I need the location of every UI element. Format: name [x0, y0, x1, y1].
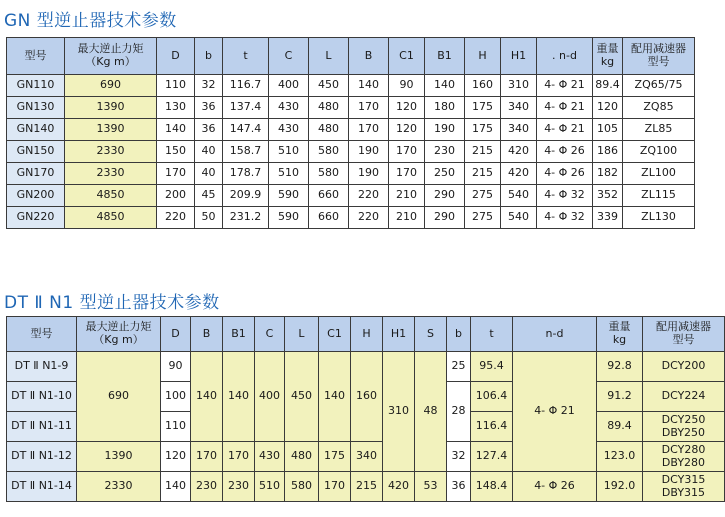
b-upper-cell: 140	[349, 75, 389, 97]
b-cell: 45	[195, 185, 223, 207]
header-cell: S	[415, 317, 447, 352]
l-cell: 480	[309, 97, 349, 119]
nd-cell: 4- Φ 32	[537, 185, 593, 207]
reducer-cell: ZQ65/75	[623, 75, 695, 97]
header-cell: 重量 kg	[597, 317, 643, 352]
header-cell: H1	[501, 38, 537, 75]
c1-cell: 175	[319, 442, 351, 472]
d-cell: 100	[161, 382, 191, 412]
table-row	[7, 185, 695, 207]
b-lower-cell: 32	[447, 442, 471, 472]
model-cell: DT Ⅱ N1-14	[7, 472, 77, 502]
weight-cell: 91.2	[597, 382, 643, 412]
reducer-cell: DCY250 DBY250	[643, 412, 725, 442]
header-cell: H1	[383, 317, 415, 352]
d-cell: 110	[161, 412, 191, 442]
torque-cell: 690	[65, 75, 157, 97]
b-upper-cell: 220	[349, 185, 389, 207]
h-cell: 275	[465, 185, 501, 207]
d-cell: 170	[157, 163, 195, 185]
d-cell: 140	[157, 119, 195, 141]
c1-cell: 210	[389, 185, 425, 207]
b-upper-cell: 170	[349, 119, 389, 141]
h-cell: 215	[351, 472, 383, 502]
torque-cell: 690	[77, 352, 161, 442]
b-cell: 36	[195, 119, 223, 141]
header-cell: D	[161, 317, 191, 352]
reducer-cell: DCY315 DBY315	[643, 472, 725, 502]
b1-cell: 290	[425, 185, 465, 207]
model-cell: GN150	[7, 141, 65, 163]
reducer-cell: ZL115	[623, 185, 695, 207]
d-cell: 220	[157, 207, 195, 229]
c-cell: 430	[255, 442, 285, 472]
h1-cell: 420	[383, 472, 415, 502]
weight-cell: 89.4	[597, 412, 643, 442]
h-cell: 160	[465, 75, 501, 97]
nd-cell: 4- Φ 21	[537, 97, 593, 119]
torque-cell: 2330	[77, 472, 161, 502]
t-cell: 106.4	[471, 382, 513, 412]
l-cell: 660	[309, 207, 349, 229]
table-row	[7, 141, 695, 163]
l-cell: 450	[285, 352, 319, 442]
b-upper-cell: 190	[349, 141, 389, 163]
h1-cell: 310	[501, 75, 537, 97]
header-cell: D	[157, 38, 195, 75]
h-cell: 275	[465, 207, 501, 229]
l-cell: 580	[309, 141, 349, 163]
c-cell: 510	[269, 163, 309, 185]
nd-cell: 4- Φ 21	[513, 352, 597, 472]
header-cell: t	[223, 38, 269, 75]
c1-cell: 210	[389, 207, 425, 229]
model-cell: GN220	[7, 207, 65, 229]
model-cell: DT Ⅱ N1-12	[7, 442, 77, 472]
d-cell: 110	[157, 75, 195, 97]
weight-cell: 352	[593, 185, 623, 207]
header-cell: 型号	[7, 317, 77, 352]
weight-cell: 120	[593, 97, 623, 119]
b-cell: 40	[195, 141, 223, 163]
table-header-row	[7, 38, 695, 75]
b-upper-cell: 140	[191, 352, 223, 442]
nd-cell: 4- Φ 21	[537, 75, 593, 97]
b-upper-cell: 220	[349, 207, 389, 229]
h1-cell: 420	[501, 141, 537, 163]
d-cell: 130	[157, 97, 195, 119]
nd-cell: 4- Φ 26	[537, 163, 593, 185]
c1-cell: 170	[389, 163, 425, 185]
b1-cell: 140	[425, 75, 465, 97]
header-cell: b	[447, 317, 471, 352]
s-cell: 53	[415, 472, 447, 502]
c-cell: 430	[269, 97, 309, 119]
c1-cell: 140	[319, 352, 351, 442]
reducer-cell: ZQ85	[623, 97, 695, 119]
reducer-cell: DCY224	[643, 382, 725, 412]
torque-cell: 1390	[65, 97, 157, 119]
header-cell: 配用减速器 型号	[643, 317, 725, 352]
gn-spec-table	[6, 37, 695, 229]
model-cell: GN200	[7, 185, 65, 207]
b-cell: 40	[195, 163, 223, 185]
c-cell: 400	[255, 352, 285, 442]
c-cell: 590	[269, 207, 309, 229]
h1-cell: 310	[383, 352, 415, 472]
header-cell: B1	[425, 38, 465, 75]
header-cell: 最大逆止力矩 （Kg m）	[65, 38, 157, 75]
b-upper-cell: 230	[191, 472, 223, 502]
b1-cell: 190	[425, 119, 465, 141]
header-cell: C	[269, 38, 309, 75]
l-cell: 480	[309, 119, 349, 141]
h1-cell: 540	[501, 207, 537, 229]
header-cell: n-d	[513, 317, 597, 352]
header-cell: B1	[223, 317, 255, 352]
c-cell: 430	[269, 119, 309, 141]
h-cell: 340	[351, 442, 383, 472]
t-cell: 158.7	[223, 141, 269, 163]
b1-cell: 170	[223, 442, 255, 472]
model-cell: DT Ⅱ N1-10	[7, 382, 77, 412]
torque-cell: 1390	[65, 119, 157, 141]
reducer-cell: ZL130	[623, 207, 695, 229]
weight-cell: 192.0	[597, 472, 643, 502]
b-upper-cell: 190	[349, 163, 389, 185]
t-cell: 209.9	[223, 185, 269, 207]
t-cell: 116.7	[223, 75, 269, 97]
c1-cell: 120	[389, 97, 425, 119]
weight-cell: 89.4	[593, 75, 623, 97]
t-cell: 148.4	[471, 472, 513, 502]
b1-cell: 290	[425, 207, 465, 229]
reducer-cell: ZL85	[623, 119, 695, 141]
h1-cell: 340	[501, 119, 537, 141]
weight-cell: 339	[593, 207, 623, 229]
b1-cell: 230	[425, 141, 465, 163]
nd-cell: 4- Φ 26	[537, 141, 593, 163]
b-lower-cell: 28	[447, 382, 471, 442]
weight-cell: 182	[593, 163, 623, 185]
header-cell: C1	[319, 317, 351, 352]
header-cell: H	[465, 38, 501, 75]
b1-cell: 140	[223, 352, 255, 442]
header-cell: C	[255, 317, 285, 352]
nd-cell: 4- Φ 32	[537, 207, 593, 229]
b-cell: 50	[195, 207, 223, 229]
h-cell: 215	[465, 141, 501, 163]
d-cell: 150	[157, 141, 195, 163]
torque-cell: 1390	[77, 442, 161, 472]
model-cell: GN170	[7, 163, 65, 185]
c1-cell: 120	[389, 119, 425, 141]
t-cell: 127.4	[471, 442, 513, 472]
t-cell: 116.4	[471, 412, 513, 442]
b-cell: 32	[195, 75, 223, 97]
b-upper-cell: 170	[191, 442, 223, 472]
dt-table-title: DT Ⅱ N1 型逆止器技术参数	[4, 293, 220, 313]
header-cell: L	[285, 317, 319, 352]
t-cell: 147.4	[223, 119, 269, 141]
l-cell: 450	[309, 75, 349, 97]
weight-cell: 186	[593, 141, 623, 163]
torque-cell: 2330	[65, 141, 157, 163]
b-lower-cell: 25	[447, 352, 471, 382]
d-cell: 90	[161, 352, 191, 382]
h-cell: 215	[465, 163, 501, 185]
weight-cell: 92.8	[597, 352, 643, 382]
table-row	[7, 352, 725, 382]
t-cell: 231.2	[223, 207, 269, 229]
s-cell: 48	[415, 352, 447, 472]
l-cell: 580	[309, 163, 349, 185]
gn-table-title: GN 型逆止器技术参数	[4, 11, 177, 31]
b1-cell: 250	[425, 163, 465, 185]
nd-cell: 4- Φ 21	[537, 119, 593, 141]
t-cell: 137.4	[223, 97, 269, 119]
l-cell: 480	[285, 442, 319, 472]
b1-cell: 230	[223, 472, 255, 502]
model-cell: GN110	[7, 75, 65, 97]
model-cell: GN140	[7, 119, 65, 141]
table-header-row	[7, 317, 725, 352]
header-cell: B	[349, 38, 389, 75]
c-cell: 510	[269, 141, 309, 163]
header-cell: C1	[389, 38, 425, 75]
h-cell: 175	[465, 97, 501, 119]
h-cell: 175	[465, 119, 501, 141]
table-row	[7, 472, 725, 502]
reducer-cell: DCY200	[643, 352, 725, 382]
header-cell: . n-d	[537, 38, 593, 75]
h1-cell: 340	[501, 97, 537, 119]
model-cell: GN130	[7, 97, 65, 119]
nd-cell: 4- Φ 26	[513, 472, 597, 502]
b-lower-cell: 36	[447, 472, 471, 502]
c-cell: 590	[269, 185, 309, 207]
header-cell: 重量 kg	[593, 38, 623, 75]
reducer-cell: ZQ100	[623, 141, 695, 163]
table-row	[7, 207, 695, 229]
table-row	[7, 97, 695, 119]
c1-cell: 170	[389, 141, 425, 163]
b-upper-cell: 170	[349, 97, 389, 119]
header-cell: t	[471, 317, 513, 352]
header-cell: L	[309, 38, 349, 75]
d-cell: 120	[161, 442, 191, 472]
l-cell: 660	[309, 185, 349, 207]
header-cell: 最大逆止力矩 （Kg m）	[77, 317, 161, 352]
t-cell: 178.7	[223, 163, 269, 185]
reducer-cell: ZL100	[623, 163, 695, 185]
t-cell: 95.4	[471, 352, 513, 382]
d-cell: 140	[161, 472, 191, 502]
header-cell: 配用减速器 型号	[623, 38, 695, 75]
h1-cell: 420	[501, 163, 537, 185]
torque-cell: 2330	[65, 163, 157, 185]
dt-spec-table	[6, 316, 725, 502]
weight-cell: 105	[593, 119, 623, 141]
d-cell: 200	[157, 185, 195, 207]
torque-cell: 4850	[65, 207, 157, 229]
header-cell: 型号	[7, 38, 65, 75]
reducer-cell: DCY280 DBY280	[643, 442, 725, 472]
b1-cell: 180	[425, 97, 465, 119]
model-cell: DT Ⅱ N1-11	[7, 412, 77, 442]
c1-cell: 90	[389, 75, 425, 97]
torque-cell: 4850	[65, 185, 157, 207]
model-cell: DT Ⅱ N1-9	[7, 352, 77, 382]
table-row	[7, 442, 725, 472]
weight-cell: 123.0	[597, 442, 643, 472]
c-cell: 400	[269, 75, 309, 97]
c1-cell: 170	[319, 472, 351, 502]
table-row	[7, 163, 695, 185]
h-cell: 160	[351, 352, 383, 442]
l-cell: 580	[285, 472, 319, 502]
header-cell: B	[191, 317, 223, 352]
b-cell: 36	[195, 97, 223, 119]
table-row	[7, 119, 695, 141]
c-cell: 510	[255, 472, 285, 502]
header-cell: H	[351, 317, 383, 352]
h1-cell: 540	[501, 185, 537, 207]
header-cell: b	[195, 38, 223, 75]
table-row	[7, 75, 695, 97]
